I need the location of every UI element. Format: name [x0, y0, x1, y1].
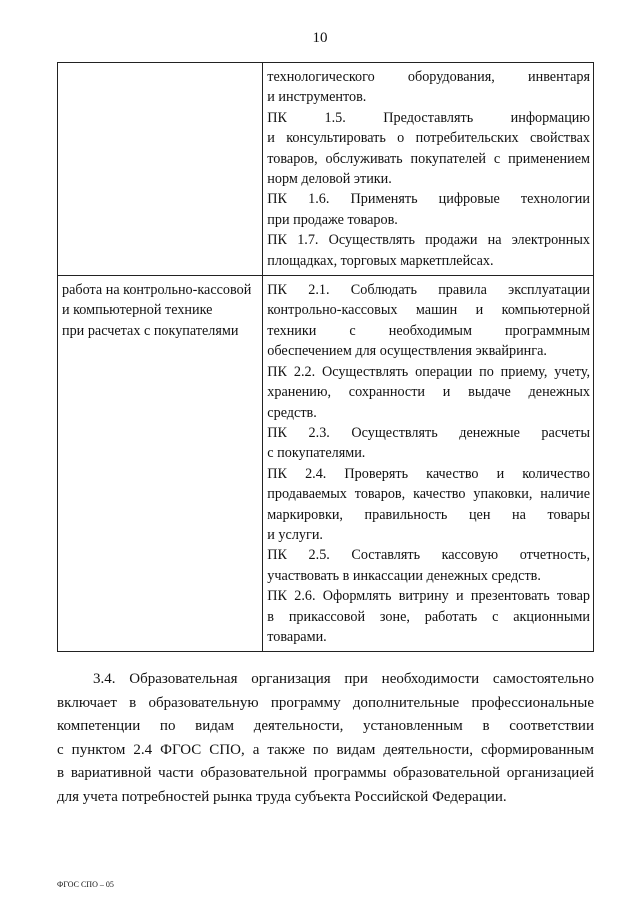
competency-text-line: площадках, торговых маркетплейсах. — [267, 252, 494, 269]
competency-item — [267, 230, 590, 271]
paragraph-line: включает в образовательную программу дополнительные профессиональные — [57, 694, 594, 711]
competency-item — [267, 67, 590, 108]
competency-text-line: участвовать в инкассации денежных средств. — [267, 567, 541, 584]
competencies-table — [57, 62, 594, 652]
competency-text-line: техники с необходимым программным — [267, 322, 590, 339]
activity-cell — [58, 276, 263, 652]
competency-item — [267, 189, 590, 230]
competency-text-line: маркировки, правильность цен на товары — [267, 506, 590, 523]
competency-text-line: ПК 2.1. Соблюдать правила эксплуатации — [267, 282, 590, 299]
competency-text-line: ПК 2.5. Составлять кассовую отчетность, — [267, 547, 590, 564]
activity-text-line: и компьютерной технике — [62, 302, 213, 319]
paragraph-line: для учета потребностей рынка труда субъекта Российской Федерации. — [57, 788, 507, 805]
competency-item — [267, 362, 590, 423]
competency-item — [267, 545, 590, 586]
paragraph-3-4 — [57, 668, 594, 809]
competency-text-line: ПК 2.2. Осуществлять операции по приему, учету, — [267, 363, 590, 380]
activity-cell — [58, 63, 263, 276]
paragraph-line: в вариативной части образовательной программы образовательной организацией — [57, 765, 594, 781]
competency-text-line: при продаже товаров. — [267, 211, 398, 228]
competency-text-line: ПК 1.6. Применять цифровые технологии — [267, 191, 590, 208]
competency-text-line: и консультировать о потребительских свойствах — [267, 130, 590, 147]
competency-text-line: ПК 1.5. Предоставлять информацию — [267, 109, 590, 126]
competency-text-line: хранению, сохранности и выдаче денежных — [267, 384, 590, 401]
footer-standard-code: ФГОС СПО – 05 — [57, 880, 114, 889]
competency-text-line: обеспечением для осуществления эквайринга. — [267, 343, 547, 360]
competency-text-line: товаров, обслуживать покупателей с применением — [267, 150, 590, 167]
competency-text-line: средств. — [267, 404, 317, 421]
competencies-cell — [263, 63, 594, 276]
table-row — [58, 63, 594, 276]
competency-item — [267, 586, 590, 647]
competency-text-line: с покупателями. — [267, 445, 366, 462]
competency-text-line: продаваемых товаров, качество упаковки, наличие — [267, 486, 590, 503]
competency-text-line: контрольно-кассовых машин и компьютерной — [267, 302, 590, 319]
page-number: 10 — [312, 30, 328, 46]
competency-text-line: технологического оборудования, инвентаря — [267, 69, 590, 85]
competency-text-line: и услуги. — [267, 526, 323, 543]
competency-item — [267, 108, 590, 190]
competency-text-line: в прикассовой зоне, работать с акционными — [267, 608, 590, 625]
competency-text-line: ПК 2.3. Осуществлять денежные расчеты — [267, 424, 590, 441]
competency-text-line: норм деловой этики. — [267, 171, 392, 188]
activity-text-line: работа на контрольно-кассовой — [62, 282, 252, 299]
paragraph-line: с пунктом 2.4 ФГОС СПО, а также по видам деятельности, сформированным — [57, 741, 594, 758]
paragraph-line: компетенции по видам деятельности, установленным в соответствии — [57, 718, 594, 734]
paragraph-line: 3.4. Образовательная организация при необходимости самостоятельно — [93, 671, 594, 687]
competencies-cell — [263, 276, 594, 652]
competency-text-line: ПК 2.4. Проверять качество и количество — [267, 465, 590, 482]
competency-text-line: и инструментов. — [267, 89, 367, 106]
competency-item — [267, 280, 590, 362]
competency-text-line: товарами. — [267, 628, 327, 645]
competency-text-line: ПК 1.7. Осуществлять продажи на электронных — [267, 232, 590, 249]
competency-item — [267, 464, 590, 546]
competency-text-line: ПК 2.6. Оформлять витрину и презентовать товар — [267, 588, 590, 605]
table-row — [58, 276, 594, 652]
competency-item — [267, 423, 590, 464]
activity-text-line: при расчетах с покупателями — [62, 322, 239, 339]
